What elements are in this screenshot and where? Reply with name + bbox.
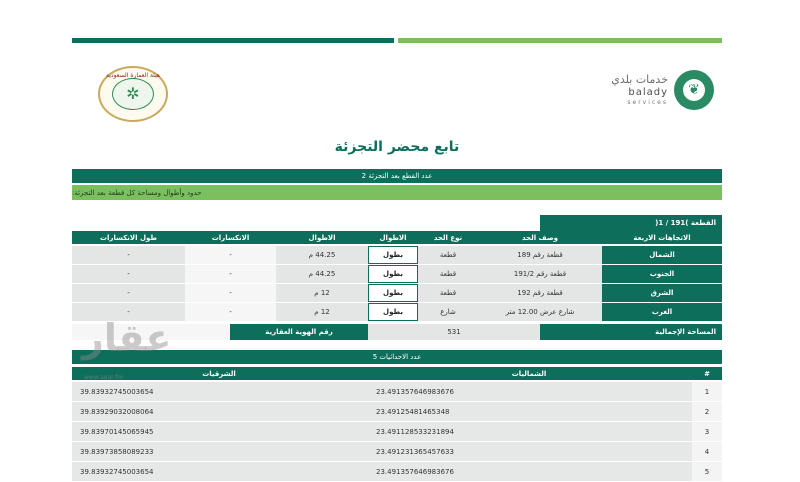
row-breaks: - xyxy=(185,265,276,283)
row-breaks: - xyxy=(185,246,276,264)
coordinates-count-text: عدد الاحداثيات 5 xyxy=(372,353,422,361)
plot-label: القطعة )191 / 1( xyxy=(540,215,722,231)
row-type: قطعة xyxy=(418,265,478,283)
header-breaks: الانكسارات xyxy=(185,231,276,244)
row-break-length: - xyxy=(72,303,185,321)
coord-east: 39.83970145065945 xyxy=(72,422,366,441)
row-breaks: - xyxy=(185,284,276,302)
coord-header-num: # xyxy=(692,367,722,380)
row-type: قطعة xyxy=(418,246,478,264)
header-direction: الاتجاهات الاربعة xyxy=(602,231,722,244)
header-length: الاطوال xyxy=(276,231,368,244)
coord-north: 23.491231365457633 xyxy=(366,442,692,461)
balady-logo xyxy=(599,70,714,110)
header-description: وصف الحد xyxy=(478,231,602,244)
row-description: قطعة رقم 189 xyxy=(478,246,602,264)
seal-inner xyxy=(112,78,154,110)
coord-north: 23.491357646983676 xyxy=(366,382,692,401)
coord-east: 39.83929032008064 xyxy=(72,402,366,421)
coord-num: 5 xyxy=(692,462,722,481)
header-length-label: الاطوال xyxy=(368,231,418,244)
row-break-length: - xyxy=(72,265,185,283)
balady-services-text: services xyxy=(627,99,668,106)
row-length: 44.25 م xyxy=(276,246,368,264)
coord-east: 39.83932745003654 xyxy=(72,462,366,481)
coord-header-east: الشرقيات xyxy=(72,367,366,380)
total-area-label: المساحة الإجمالية xyxy=(540,324,722,340)
coord-north: 23.49125481465348 xyxy=(366,402,692,421)
coord-header-north: الشماليات xyxy=(366,367,692,380)
document-page xyxy=(72,38,722,482)
balady-mark-icon xyxy=(674,70,714,110)
row-description: شارع عرض 12.00 متر xyxy=(478,303,602,321)
boundaries-note-bar xyxy=(72,185,722,200)
row-length: 12 م xyxy=(276,284,368,302)
palm-leaf-icon: ❦ xyxy=(683,79,705,101)
coord-east: 39.83932745003654 xyxy=(72,382,366,401)
plots-count-text: عدد القطع بعد التجزئة 2 xyxy=(361,172,433,180)
row-length-label: بطول xyxy=(368,246,418,264)
total-area-value: 531 xyxy=(368,324,540,340)
row-length: 12 م xyxy=(276,303,368,321)
row-break-length: - xyxy=(72,284,185,302)
row-type: شارع xyxy=(418,303,478,321)
row-description: قطعة رقم 191/2 xyxy=(478,265,602,283)
row-description: قطعة رقم 192 xyxy=(478,284,602,302)
coord-num: 4 xyxy=(692,442,722,461)
top-accent-dark xyxy=(72,38,394,43)
row-direction: الغرب xyxy=(602,303,722,321)
row-length-label: بطول xyxy=(368,265,418,283)
boundaries-note-text: حدود وأطوال ومساحة كل قطعة بعد التجزئة: xyxy=(72,188,202,197)
row-type: قطعة xyxy=(418,284,478,302)
page-title: تابع محضر التجزئة xyxy=(334,139,460,155)
balady-latin-text: balady xyxy=(628,87,668,98)
authority-seal-logo xyxy=(98,66,168,122)
row-direction: الجنوب xyxy=(602,265,722,283)
row-length-label: بطول xyxy=(368,284,418,302)
coord-east: 39.83973858089233 xyxy=(72,442,366,461)
top-accent-bar xyxy=(72,38,722,43)
property-id-label: رقم الهوية العقارية xyxy=(230,324,368,340)
watermark-url: www.aqar.fm xyxy=(84,374,124,381)
top-accent-light xyxy=(398,38,722,43)
coord-north: 23.491128533231894 xyxy=(366,422,692,441)
plots-count-bar xyxy=(72,169,722,183)
header-break-length: طول الانكسارات xyxy=(72,231,185,244)
coord-num: 2 xyxy=(692,402,722,421)
balady-arabic-text: خدمات بلدي xyxy=(611,73,668,86)
row-direction: الشمال xyxy=(602,246,722,264)
header-type: نوع الحد xyxy=(418,231,478,244)
row-length: 44.25 م xyxy=(276,265,368,283)
seal-text: هيئة العمارة السعودية xyxy=(106,72,160,79)
row-direction: الشرق xyxy=(602,284,722,302)
coord-num: 1 xyxy=(692,382,722,401)
row-break-length: - xyxy=(72,246,185,264)
palm-icon: ✲ xyxy=(126,84,140,103)
row-breaks: - xyxy=(185,303,276,321)
coord-num: 3 xyxy=(692,422,722,441)
coord-north: 23.491357646983676 xyxy=(366,462,692,481)
watermark-logo: عقار xyxy=(82,316,172,360)
row-length-label: بطول xyxy=(368,303,418,321)
